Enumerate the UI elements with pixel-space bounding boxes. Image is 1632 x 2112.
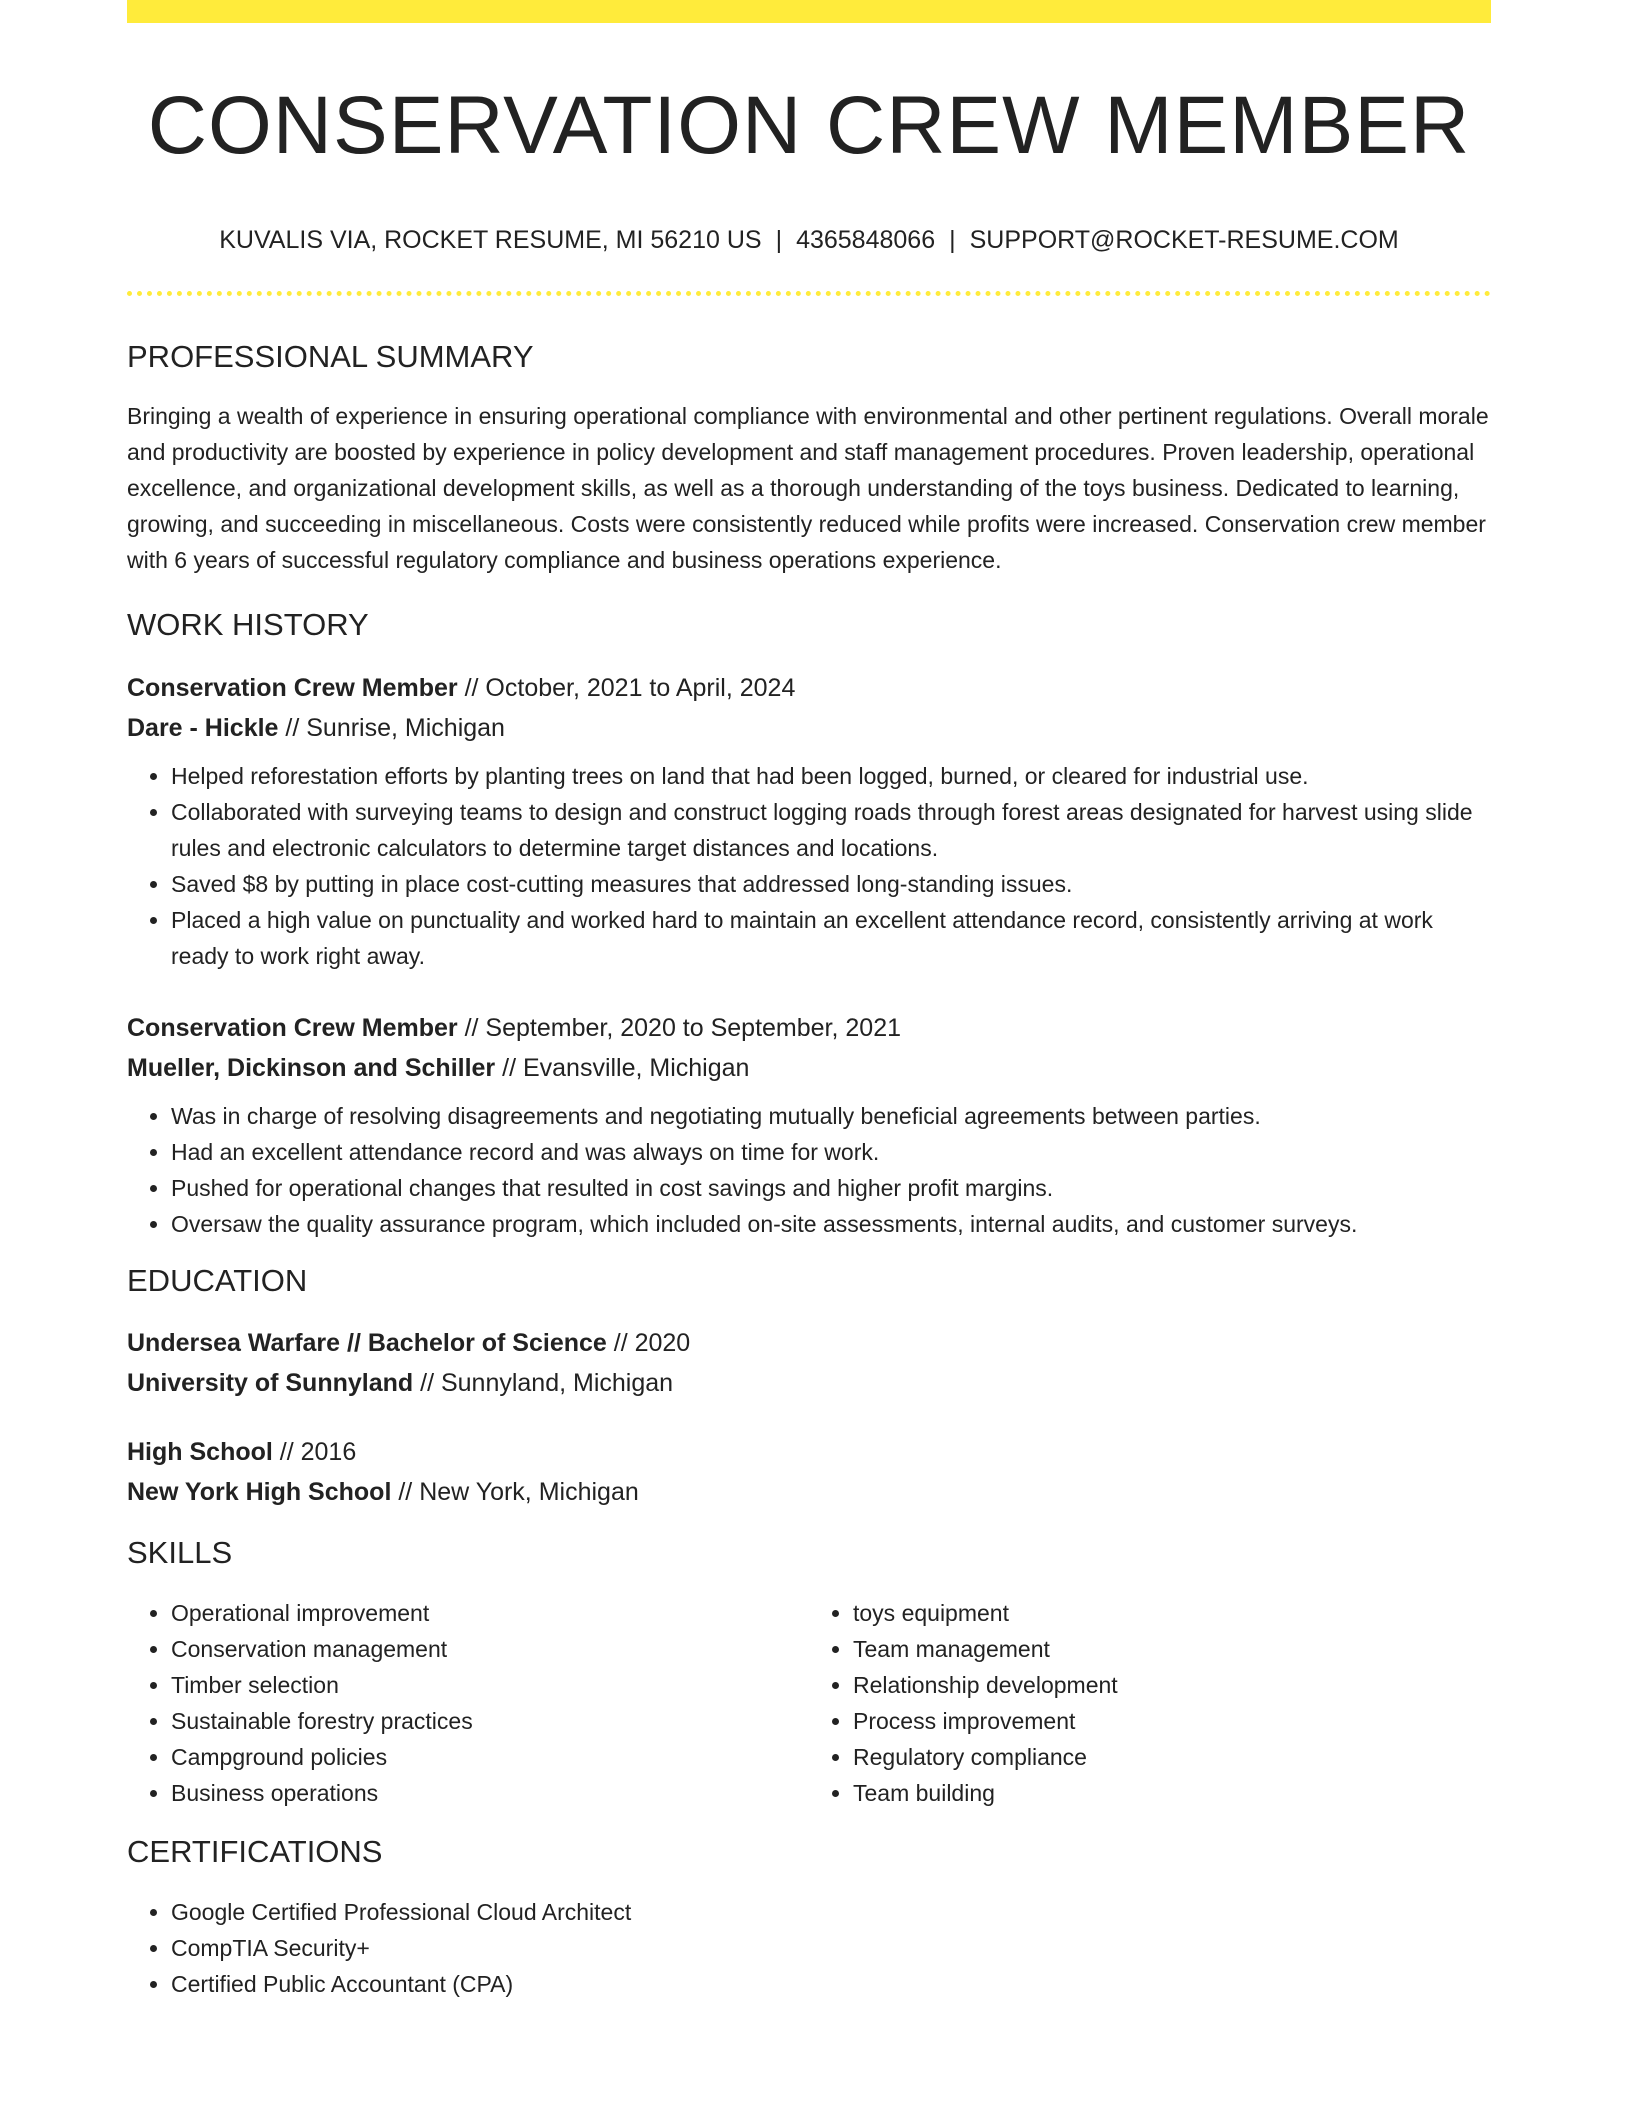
education-degree-line [127,1432,1491,1472]
job-bullet: • Placed a high value on punctuality and worked hard to maintain an excellent attendance record, consistently arriving at work ready to work right away. [171,902,1491,974]
skill-item: • Team management [853,1631,1491,1667]
resume-name: CONSERVATION CREW MEMBER [147,80,1471,171]
education-location: // Sunnyland, Michigan [413,1368,674,1397]
education-degree-line [127,1323,1491,1363]
skills-grid [127,1595,1491,1811]
job-bullet: • Collaborated with surveying teams to design and construct logging roads through forest areas designated for harvest using slide rules and electronic calculators to determine target distances and locations. [171,794,1491,866]
job-dates: // September, 2020 to September, 2021 [457,1013,901,1042]
certifications-heading: CERTIFICATIONS [127,1833,383,1869]
skill-item: • Team building [853,1775,1491,1811]
job-bullet: • Pushed for operational changes that resulted in cost savings and higher profit margins. [171,1170,1491,1206]
education-school-line [127,1472,1491,1512]
job-bullet: • Helped reforestation efforts by planting trees on land that had been logged, burned, or cleared for industrial use. [171,758,1491,794]
job-entry [127,1008,1491,1242]
job-location: // Sunrise, Michigan [278,713,505,742]
contact-address: KUVALIS VIA, ROCKET RESUME, MI 56210 US [219,226,762,255]
summary-text: Bringing a wealth of experience in ensuring operational compliance with environmental and other pertinent regulations. Overall morale and productivity are boosted by experience in policy development and staff management procedures. Proven leadership, operational excellence, and organizational development skills, as well as a thorough understanding of the toys business. Dedicated to learning, growing, and succeeding in miscellaneous. Costs were consistently reduced while profits were increased. Conservation crew member with 6 years of successful regulatory compliance and business operations experience. [127,403,1489,574]
job-company-line [127,708,1491,748]
education-year: // 2016 [272,1437,357,1466]
education-year: // 2020 [606,1328,691,1357]
skills-heading: SKILLS [127,1534,233,1570]
header-divider [127,291,1491,296]
skill-item: • toys equipment [853,1595,1491,1631]
job-location: // Evansville, Michigan [495,1053,750,1082]
job-dates: // October, 2021 to April, 2024 [457,673,796,702]
education-entry [127,1432,1491,1512]
job-role: Conservation Crew Member [127,673,458,702]
job-bullets [127,1098,1491,1242]
education-entry [127,1323,1491,1403]
skill-item: • Sustainable forestry practices [171,1703,809,1739]
education-degree: High School [127,1437,273,1466]
contact-separator: | [949,226,956,255]
job-bullet: • Was in charge of resolving disagreements and negotiating mutually beneficial agreements between parties. [171,1098,1491,1134]
skills-list-left [127,1595,809,1811]
education-degree: Undersea Warfare // Bachelor of Science [127,1328,607,1357]
skill-item: • Conservation management [171,1631,809,1667]
job-company: Mueller, Dickinson and Schiller [127,1053,496,1082]
skill-item: • Operational improvement [171,1595,809,1631]
contact-email: SUPPORT@ROCKET-RESUME.COM [969,226,1399,255]
job-bullet: • Saved $8 by putting in place cost-cutting measures that addressed long-standing issues. [171,866,1491,902]
job-title-line [127,668,1491,708]
certification-item: • Google Certified Professional Cloud Architect [171,1894,1491,1930]
education-school: University of Sunnyland [127,1368,414,1397]
skill-item: • Campground policies [171,1739,809,1775]
contact-phone: 4365848066 [796,226,936,255]
skill-item: • Process improvement [853,1703,1491,1739]
certification-item: • CompTIA Security+ [171,1930,1491,1966]
contact-line [127,225,1491,255]
summary-heading: PROFESSIONAL SUMMARY [127,339,534,375]
job-bullet: • Oversaw the quality assurance program, which included on-site assessments, internal audits, and customer surveys. [171,1206,1491,1242]
skill-item: • Relationship development [853,1667,1491,1703]
job-role: Conservation Crew Member [127,1013,458,1042]
job-entry [127,668,1491,974]
education-school-line [127,1363,1491,1403]
education-heading: EDUCATION [127,1262,308,1298]
job-bullet: • Had an excellent attendance record and was always on time for work. [171,1134,1491,1170]
skill-item: • Timber selection [171,1667,809,1703]
education-location: // New York, Michigan [391,1477,639,1506]
skill-item: • Regulatory compliance [853,1739,1491,1775]
job-bullets [127,758,1491,974]
contact-separator: | [775,226,783,255]
certification-item: • Certified Public Accountant (CPA) [171,1966,1491,2002]
education-school: New York High School [127,1477,392,1506]
job-company-line [127,1048,1491,1088]
resume-page [127,0,1491,2002]
skill-item: • Business operations [171,1775,809,1811]
certifications-list [127,1894,1491,2002]
skills-list-right [809,1595,1491,1811]
work-history-heading: WORK HISTORY [127,607,369,643]
job-company: Dare - Hickle [127,713,279,742]
accent-bar [127,0,1491,23]
job-title-line [127,1008,1491,1048]
